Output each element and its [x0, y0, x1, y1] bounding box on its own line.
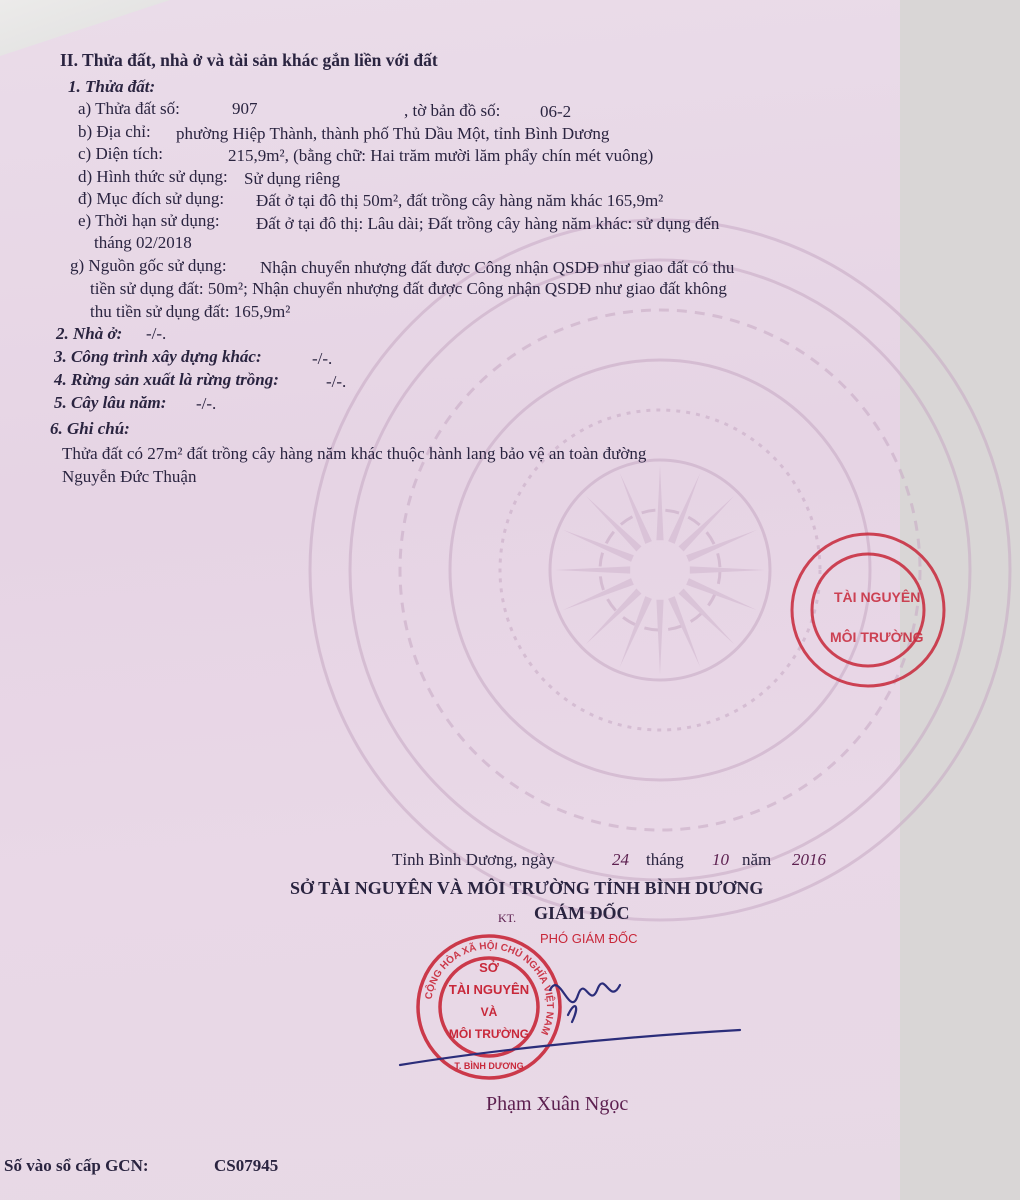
section-title: II. Thửa đất, nhà ở và tài sản khác gắn liền với đất	[60, 50, 438, 70]
address-value: phường Hiệp Thành, thành phố Thủ Dầu Một, tỉnh Bình Dương	[176, 124, 610, 143]
date-year-label: năm	[742, 850, 772, 869]
area-label: c) Diện tích:	[78, 144, 163, 163]
kt-abbrev: KT.	[498, 911, 517, 925]
side-stamp-line2: MÔI TRƯỜNG	[830, 629, 924, 645]
stamp-line2: TÀI NGUYÊN	[448, 982, 530, 997]
emblem-ray	[656, 600, 663, 675]
usage-form-value: Sử dụng riêng	[244, 169, 341, 188]
perennial-label: 5. Cây lâu năm:	[54, 393, 167, 412]
parcel-number-label: a) Thửa đất số:	[78, 99, 180, 118]
address-label: b) Địa chỉ:	[78, 122, 151, 141]
date-prefix: Tỉnh Bình Dương, ngày	[392, 850, 555, 869]
construction-label: 3. Công trình xây dựng khác:	[54, 347, 262, 366]
area-value: 215,9m², (bằng chữ: Hai trăm mười lăm phẩy chín mét vuông)	[228, 146, 654, 165]
date-month-label: tháng	[646, 850, 684, 869]
forest-value: -/-.	[326, 372, 347, 391]
side-stamp-line1: TÀI NGUYÊN	[834, 589, 921, 605]
notes-line1: Thửa đất có 27m² đất trồng cây hàng năm khác thuộc hành lang bảo vệ an toàn đường	[62, 444, 647, 463]
emblem-ray	[656, 465, 663, 540]
usage-form-label: d) Hình thức sử dụng:	[78, 167, 228, 186]
stamp-line3: VÀ	[480, 1005, 498, 1019]
construction-value: -/-.	[312, 349, 333, 368]
house-label: 2. Nhà ở:	[56, 324, 123, 343]
deputy-title: PHÓ GIÁM ĐỐC	[540, 931, 638, 946]
origin-value-line2: tiền sử dụng đất: 50m²; Nhận chuyển nhượng đất được Công nhận QSDĐ như giao đất không	[90, 279, 727, 298]
director-title: GIÁM ĐỐC	[534, 903, 630, 923]
stamp-ring-text: CỘNG HÒA XÃ HỘI CHỦ NGHĨA VIỆT NAM	[423, 940, 556, 1037]
usage-purpose-value: Đất ở tại đô thị 50m², đất trồng cây hàng năm khác 165,9m²	[256, 191, 664, 210]
usage-term-value-line1: Đất ở tại đô thị: Lâu dài; Đất trồng cây hàng năm khác: sử dụng đến	[256, 214, 720, 233]
handwritten-signature	[400, 960, 760, 1070]
usage-term-label: e) Thời hạn sử dụng:	[78, 211, 220, 230]
origin-value-line1: Nhận chuyển nhượng đất được Công nhận QSDĐ như giao đất có thu	[260, 258, 735, 277]
land-heading: 1. Thửa đất:	[68, 77, 156, 96]
registry-number: CS07945	[214, 1156, 279, 1175]
date-year: 2016	[792, 850, 826, 869]
origin-value-line3: thu tiền sử dụng đất: 165,9m²	[90, 302, 291, 321]
origin-label: g) Nguồn gốc sử dụng:	[70, 256, 227, 275]
forest-label: 4. Rừng sản xuất là rừng trồng:	[54, 370, 279, 389]
notes-line2: Nguyễn Đức Thuận	[62, 467, 197, 486]
parcel-number-value: 907	[232, 99, 258, 118]
stamp-line4: MÔI TRƯỜNG	[448, 1027, 530, 1041]
map-sheet-value: 06-2	[540, 102, 572, 121]
house-value: -/-.	[146, 324, 167, 343]
stamp-line1: SỞ	[479, 960, 499, 975]
usage-purpose-label: đ) Mục đích sử dụng:	[78, 189, 225, 208]
drum-emblem-watermark	[300, 210, 1020, 930]
registry-label: Số vào sổ cấp GCN:	[4, 1156, 149, 1175]
perennial-value: -/-.	[196, 394, 217, 413]
stamp-bottom-text: T. BÌNH DƯƠNG	[454, 1061, 524, 1071]
emblem-ray	[690, 566, 765, 573]
emblem-ray	[555, 566, 630, 573]
map-sheet-label: , tờ bản đồ số:	[404, 101, 501, 120]
signer-name: Phạm Xuân Ngọc	[486, 1093, 629, 1115]
notes-label: 6. Ghi chú:	[50, 419, 130, 438]
side-stamp	[778, 530, 924, 690]
date-day: 24	[612, 850, 629, 869]
date-month: 10	[712, 850, 729, 869]
authority-name: SỞ TÀI NGUYÊN VÀ MÔI TRƯỜNG TỈNH BÌNH DƯƠNG	[290, 878, 764, 898]
usage-term-value-line2: tháng 02/2018	[94, 233, 192, 252]
